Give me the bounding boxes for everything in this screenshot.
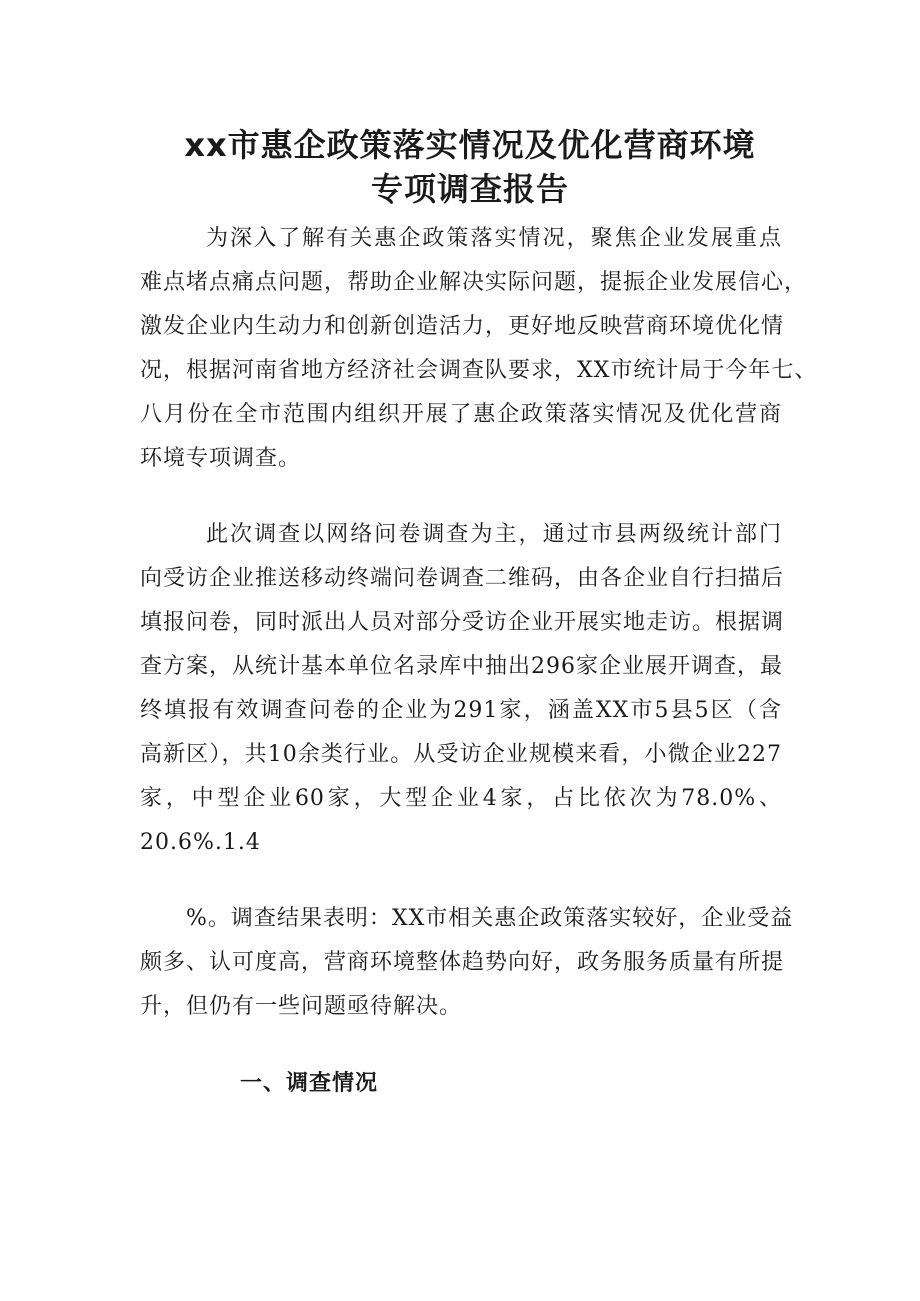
document-title-line-1: xx市惠企政策落实情况及优化营商环境: [184, 126, 756, 164]
document-title-line-2: 专项调查报告: [370, 170, 569, 208]
paragraph-line: 为深入了解有关惠企政策落实情况，聚焦企业发展重点: [206, 226, 782, 251]
paragraph-line: %。调查结果表明：XX市相关惠企政策落实较好，企业受益: [186, 906, 794, 931]
paragraph-line: 终填报有效调查问卷的企业为291家，涵盖XX市5县5区（含: [140, 698, 782, 723]
paragraph-line: 激发企业内生动力和创新创造活力，更好地反映营商环境优化情: [140, 314, 785, 339]
paragraph-line: 八月份在全市范围内组织开展了惠企政策落实情况及优化营商: [140, 402, 782, 427]
paragraph-line: 此次调查以网络问卷调查为主，通过市县两级统计部门: [206, 522, 782, 547]
paragraph-line: 环境专项调查。: [140, 446, 302, 471]
paragraph-line: 高新区），共10余类行业。从受访企业规模来看，小微企业227: [140, 742, 782, 767]
paragraph-line: 向受访企业推送移动终端问卷调查二维码，由各企业自行扫描后: [140, 566, 785, 591]
paragraph-line: 填报问卷，同时派出人员对部分受访企业开展实地走访。根据调: [140, 610, 785, 635]
paragraph-line: 家，中型企业60家，大型企业4家，占比依次为78.0%、: [140, 786, 782, 811]
section-heading-survey: 一、调查情况: [240, 1070, 379, 1096]
paragraph-line: 颇多、认可度高，营商环境整体趋势向好，政务服务质量有所提: [140, 950, 785, 975]
paragraph-line: 20.6%.1.4: [140, 830, 261, 855]
paragraph-line: 难点堵点痛点问题，帮助企业解决实际问题，提振企业发展信心，: [140, 270, 808, 295]
paragraph-line: 升，但仍有一些问题亟待解决。: [140, 994, 463, 1019]
paragraph-line: 况，根据河南省地方经济社会调查队要求，XX市统计局于今年七、: [140, 358, 818, 383]
paragraph-line: 查方案，从统计基本单位名录库中抽出296家企业展开调查，最: [140, 654, 783, 679]
